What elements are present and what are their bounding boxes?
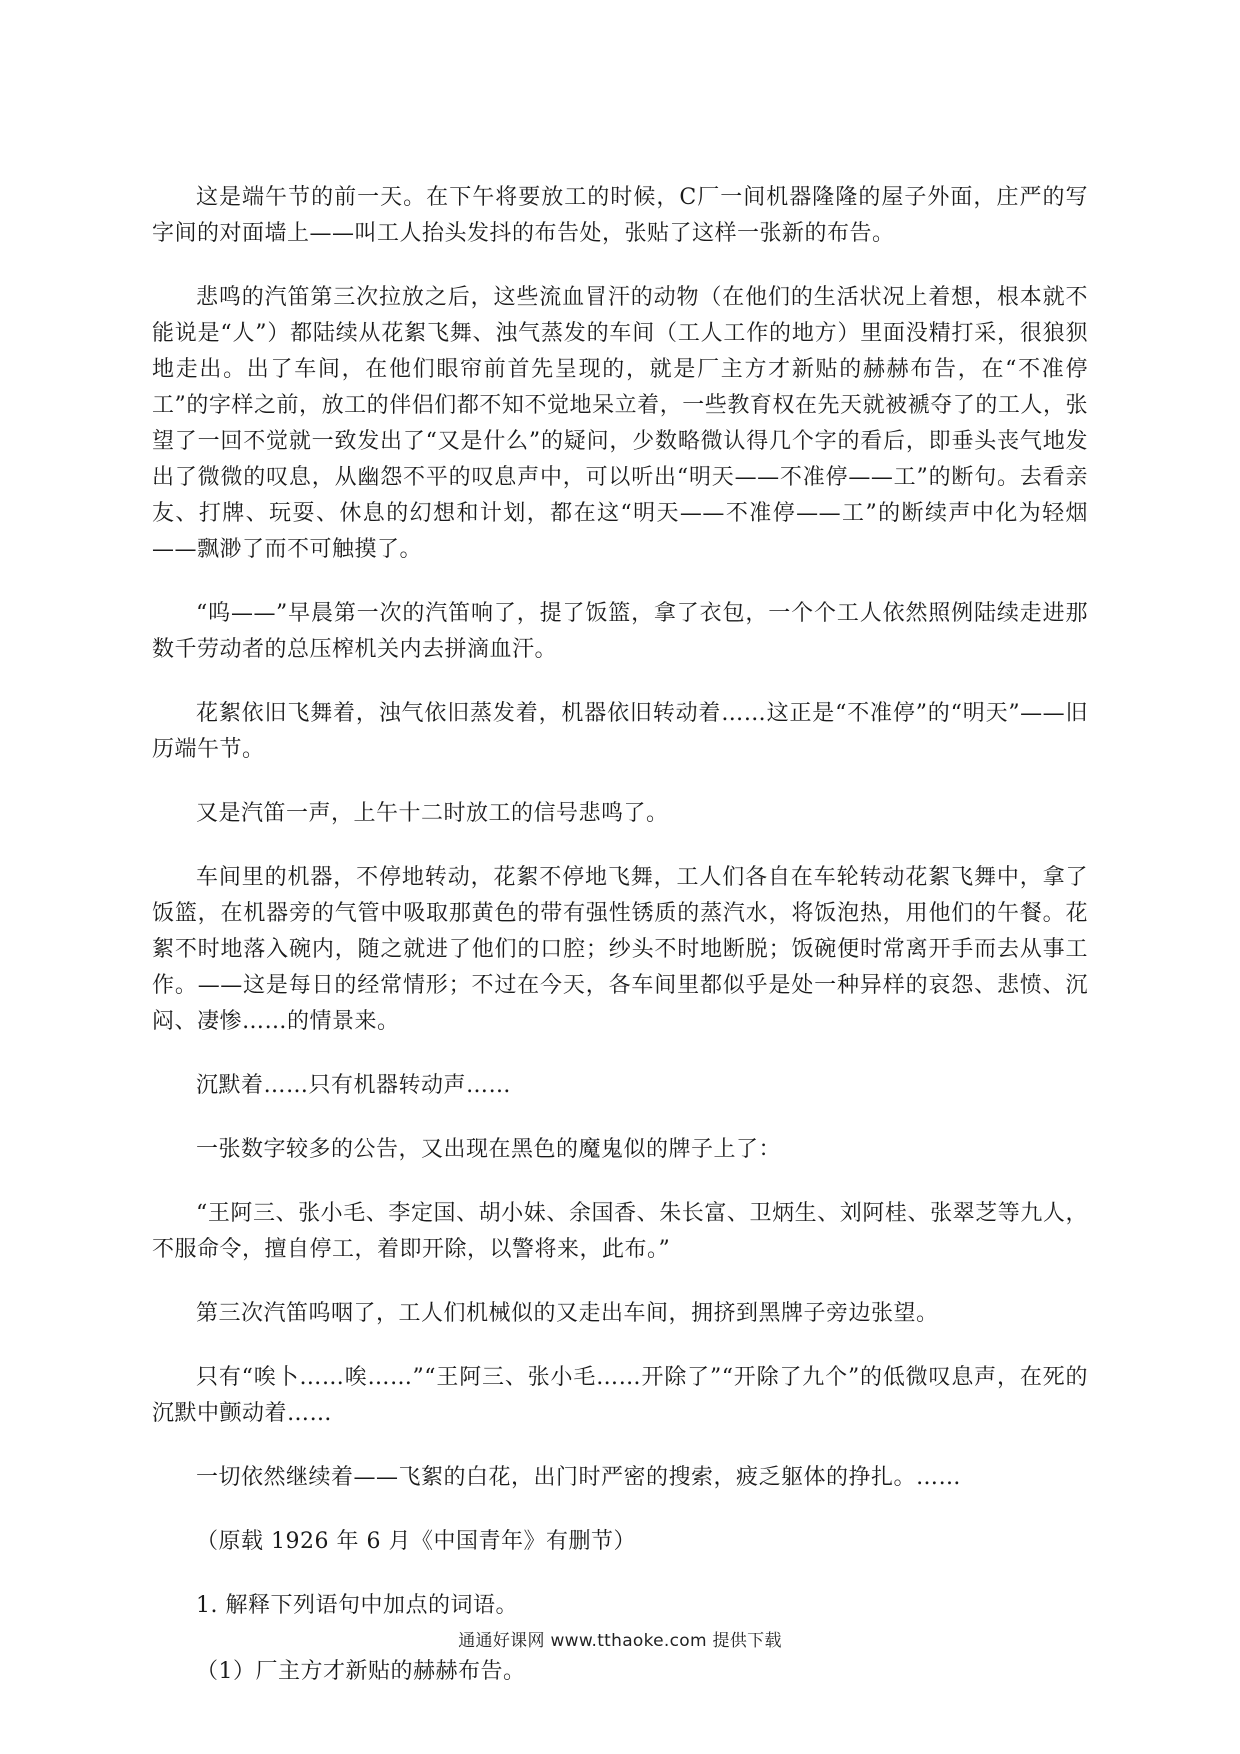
question-item-1: （1）厂主方才新贴的赫赫布告。 [196, 1659, 526, 1684]
paragraph-9: “王阿三、张小毛、李定国、胡小妹、余国香、朱长富、卫炳生、刘阿桂、张翠芝等九人，不服命令，擅自停工，着即开除，以警将来，此布。” [152, 1201, 1088, 1262]
paragraph-5: 又是汽笛一声，上午十二时放工的信号悲鸣了。 [196, 801, 669, 826]
paragraph-4: 花絮依旧飞舞着，浊气依旧蒸发着，机器依旧转动着……这正是“不准停”的“明天”——旧历端午节。 [152, 701, 1088, 762]
paragraph-1: 这是端午节的前一天。在下午将要放工的时候，C厂一间机器隆隆的屋子外面，庄严的写字间的对面墙上——叫工人抬头发抖的布告处，张贴了这样一张新的布告。 [152, 185, 1088, 246]
paragraph-10: 第三次汽笛呜咽了，工人们机械似的又走出车间，拥挤到黑牌子旁边张望。 [196, 1301, 939, 1326]
paragraph-11: 只有“唉卜……唉……”“王阿三、张小毛……开除了”“开除了九个”的低微叹息声，在死的沉默中颤动着…… [152, 1365, 1088, 1426]
paragraph-2: 悲鸣的汽笛第三次拉放之后，这些流血冒汗的动物（在他们的生活状况上着想，根本就不能说是“人”）都陆续从花絮飞舞、浊气蒸发的车间（工人工作的地方）里面没精打采，很狼狈地走出。出了车间，在他们眼帘前首先呈现的，就是厂主方才新贴的赫赫布告，在“不准停工”的字样之前，放工的伴侣们都不知不觉地呆立着，一些教育权在先天就被褫夺了的工人，张望了一回不觉就一致发出了“又是什么”的疑问，少数略微认得几个字的看后，即垂头丧气地发出了微微的叹息，从幽怨不平的叹息声中，可以听出“明天——不准停——工”的断句。去看亲友、打牌、玩耍、休息的幻想和计划，都在这“明天——不准停——工”的断续声中化为轻烟——飘渺了而不可触摸了。 [152, 285, 1088, 562]
paragraph-8: 一张数字较多的公告，又出现在黑色的魔鬼似的牌子上了： [196, 1137, 782, 1162]
paragraph-12: 一切依然继续着——飞絮的白花，出门时严密的搜索，疲乏躯体的挣扎。…… [196, 1465, 962, 1490]
article-body [152, 180, 1088, 1720]
source-note: （原载 1926 年 6 月《中国青年》有删节） [196, 1529, 636, 1554]
paragraph-7: 沉默着……只有机器转动声…… [196, 1073, 512, 1098]
paragraph-3: “呜——”早晨第一次的汽笛响了，提了饭篮，拿了衣包，一个个工人依然照例陆续走进那数千劳动者的总压榨机关内去拼滴血汗。 [152, 601, 1088, 662]
question-heading: 1. 解释下列语句中加点的词语。 [196, 1593, 518, 1618]
paragraph-6: 车间里的机器，不停地转动，花絮不停地飞舞，工人们各自在车轮转动花絮飞舞中，拿了饭篮，在机器旁的气管中吸取那黄色的带有强性锈质的蒸汽水，将饭泡热，用他们的午餐。花絮不时地落入碗内，随之就进了他们的口腔；纱头不时地断脱；饭碗便时常离开手而去从事工作。——这是每日的经常情形；不过在今天，各车间里都似乎是处一种异样的哀怨、悲愤、沉闷、凄惨……的情景来。 [152, 865, 1088, 1034]
page-footer: 通通好课网 www.tthaoke.com 提供下载 [458, 1631, 782, 1651]
